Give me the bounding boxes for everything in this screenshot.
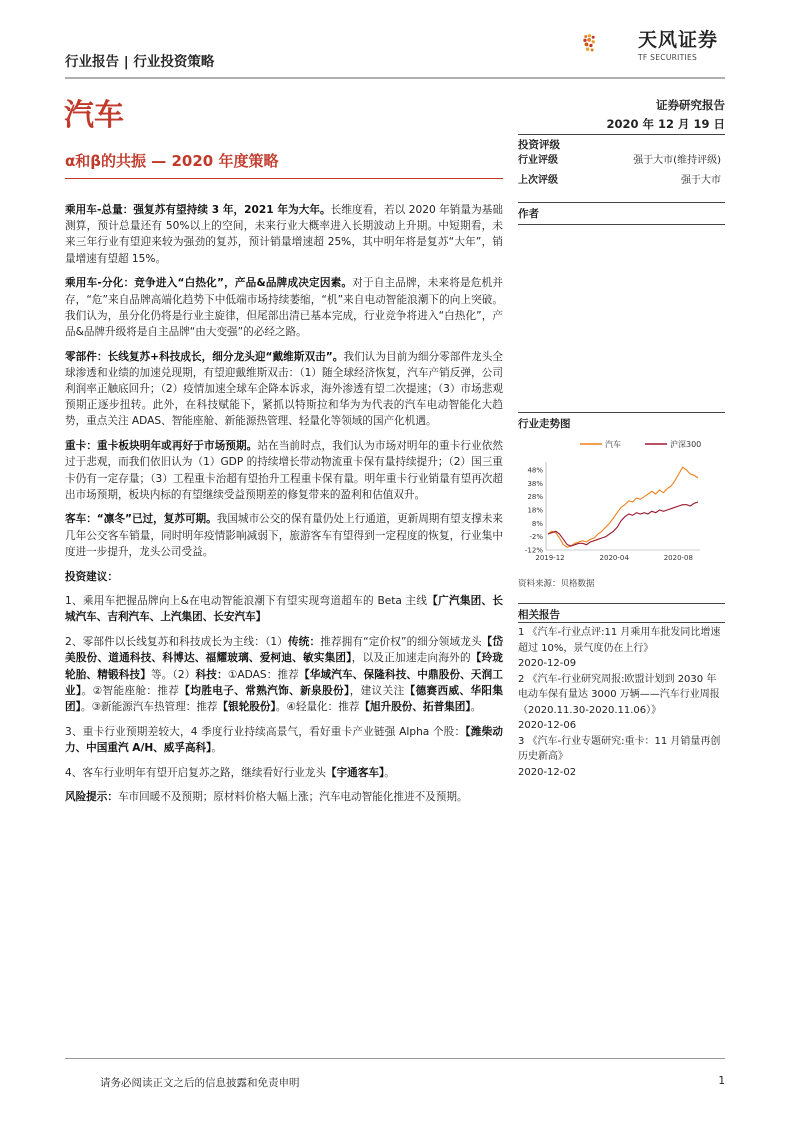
y-tick-label: 8% [531, 519, 543, 528]
series-line-hs300 [548, 502, 698, 546]
advice-item-3: 3、重卡行业预期差较大，4 季度行业持续高景气，看好重卡产业链强 Alpha 个股：【潍柴动力、中国重汽 A/H、威孚高科】。 [65, 725, 504, 754]
page-number: 1 [718, 1075, 725, 1087]
sidebar-divider [518, 603, 725, 604]
advice-item-1: 1、乘用车把握品牌向上&在电动智能浪潮下有望实现弯道超车的 Beta 主线【广汽集团、长城汽车、吉利汽车、上汽集团、长安汽车】 [65, 595, 503, 624]
risk-warning: 风险提示：车市回暖不及预期；原材料价格大幅上涨；汽车电动智能化推进不及预期。 [65, 791, 468, 804]
related-report[interactable]: 3 《汽车-行业专题研究:重卡：11 月销量再创历史新高》 2020-12-02 [518, 735, 721, 778]
related-report[interactable]: 1 《汽车-行业点评:11 月乘用车批发同比增速超过 10%，景气度仍在上行》 2020-12-09 [518, 627, 721, 669]
advice-item-2: 2、零部件以长线复苏和科技成长为主线：（1）传统：推荐拥有“定价权”的细分领域龙头【岱美股份、道通科技、科博达、福耀玻璃、爱柯迪、敏实集团】，以及正加速走向海外的【玲珑轮胎、精锻科技】等。（2）科技：①ADAS：推荐【华域汽车、保隆科技、中鼎股份、天润工业】。②智能座舱：推荐【均胜电子、常熟汽饰、新泉股份】，建议关注【德赛西威、华阳集团】。③新能源汽车热管理：推荐【银轮股份】。④轻量化：推荐【旭升股份、拓普集团】。 [65, 636, 504, 713]
main-body [65, 202, 503, 814]
legend-label: 汽车 [605, 440, 621, 449]
logo-en: TF SECURITIES [638, 53, 698, 62]
paragraph: 乘用车-分化：竞争进入“白热化”，产品&品牌成决定因素。对于自主品牌，未来将是危机并存，“危”来自品牌高端化趋势下中低端市场持续萎缩，“机”来自电动智能浪潮下的向上突破。我们认为，虽分化仍将是行业主旋律，但尾部出清已基本完成，行业竞争将进入“白热化”，产品&品牌升级将是自主品牌“由大变强”的必经之路。 [65, 277, 503, 338]
x-tick-label: 2019-12 [535, 554, 565, 562]
report-date: 2020 年 12 月 19 日 [606, 117, 725, 131]
title-divider [65, 178, 503, 179]
legend-label: 沪深300 [670, 440, 702, 449]
y-tick-label: -12% [524, 546, 543, 555]
paragraph: 乘用车-总量：强复苏有望持续 3 年，2021 年为大年。长维度看，若以 2020 年销量为基础测算，预计总量还有 50%以上的空间，未来行业大概率进入长期波动上升期。中短期看，未来三年行业有望迎来较为强劲的复苏，预计销量增速超 25%，其中明年将是复苏“大年”，销量增速有望超 15%。 [65, 204, 503, 265]
rating-head: 投资评级 [518, 139, 560, 151]
prev-rating-row: 上次评级 强于大市 [518, 175, 721, 186]
paragraph: 重卡：重卡板块明年或再好于市场预期。站在当前时点，我们认为市场对明年的重卡行业依然过于悲观，而我们依旧认为（1）GDP 的持续增长带动物流重卡保有量持续提升；（2）国三重卡仍有一定存量；（3）工程重卡治超有望抬升工程重卡保有量。明年重卡行业销量有望再次超出市场预期，板块内标的有望继续受益预期差的修复带来的盈利和估值双升。 [65, 440, 504, 501]
disclaimer-notice: 请务必阅读正文之后的信息披露和免责申明 [100, 1077, 300, 1089]
x-tick-label: 2020-04 [599, 554, 629, 562]
industry-rating-row: 行业评级 强于大市(维持评级) [518, 155, 721, 166]
footer-divider [65, 1058, 725, 1059]
paragraph: 客车：“凛冬”已过，复苏可期。我国城市公交的保有量仍处上行通道，更新周期有望支撑未来几年公交客车销量，同时明年疫情影响减弱下，旅游客车有望得到一定程度的恢复，行业集中度进一步提升，龙头公司受益。 [65, 513, 503, 558]
report-title: α和β的共振 — 2020 年度策略 [65, 152, 279, 170]
sidebar-divider [518, 412, 725, 413]
author-head: 作者 [518, 208, 539, 220]
paragraph: 零部件：长线复苏+科技成长，细分龙头迎“戴维斯双击”。我们认为目前为细分零部件龙头全球渗透和业绩的加速兑现期，有望迎戴维斯双击：（1）随全球经济恢复，汽车产销反弹，公司利润率正触底回升；（2）疫情加速全球车企降本诉求，海外渗透有望二次提速；（3）市场悲观预期正逐步扭转。此外，在科技赋能下，紧抓以特斯拉和华为为代表的汽车电动智能化大趋势，重点关注 ADAS、智能座舱、新能源热管理、轻量化等领域的国产化机遇。 [65, 350, 503, 428]
report-type: 证券研究报告 [656, 98, 725, 112]
sidebar-divider [518, 224, 725, 225]
sector-title: 汽车 [64, 98, 124, 133]
sidebar-divider [518, 202, 725, 203]
chart-source: 资料来源：贝格数据 [518, 579, 595, 589]
related-report[interactable]: 2 《汽车-行业研究周报:欧盟计划到 2030 年电动车保有量达 3000 万辆——汽车行业周报（2020.11.30-2020.11.06）》 2020-12-06 [518, 673, 720, 731]
header-divider [65, 77, 725, 79]
logo-cn: 天风证券 [638, 29, 719, 51]
related-head: 相关报告 [518, 609, 560, 621]
y-tick-label: 38% [527, 479, 543, 488]
sidebar-divider [518, 622, 725, 623]
related-reports [518, 625, 725, 780]
x-tick-label: 2020-08 [663, 554, 693, 562]
y-tick-label: 18% [527, 506, 543, 515]
trend-head: 行业走势图 [518, 418, 571, 430]
y-tick-label: 28% [527, 493, 543, 502]
advice-heading: 投资建议： [65, 570, 118, 583]
advice-item-4: 4、客车行业明年有望开启复苏之路，继续看好行业龙头【宇通客车】。 [65, 766, 395, 779]
report-category: 行业报告 | 行业投资策略 [65, 54, 215, 70]
sidebar-divider [518, 134, 725, 135]
y-tick-label: -2% [529, 533, 543, 542]
tf-logo-icon [582, 18, 638, 70]
y-tick-label: 48% [527, 466, 543, 475]
industry-trend-chart [518, 430, 725, 570]
